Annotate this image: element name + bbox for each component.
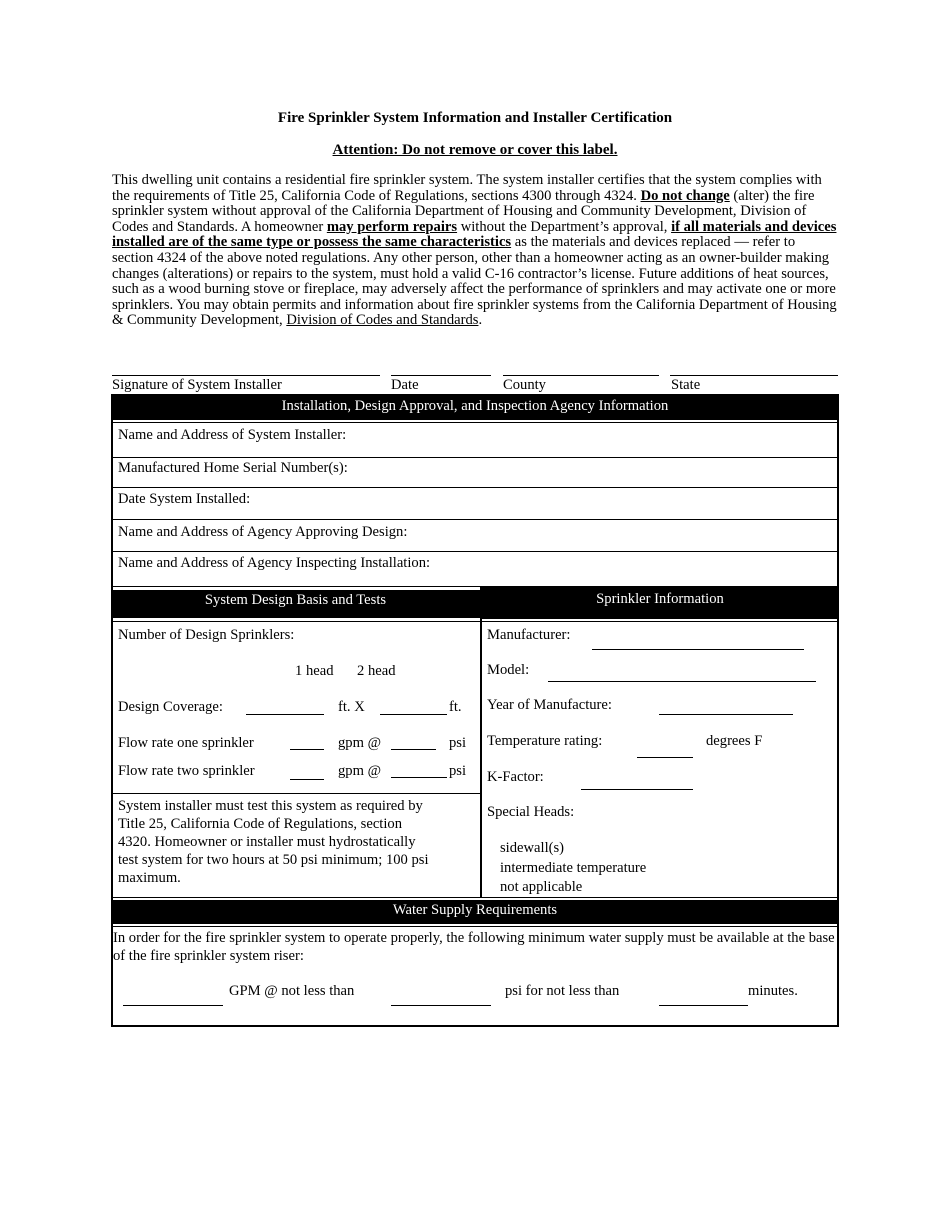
state-label: State — [671, 377, 701, 393]
pressure-line[interactable] — [391, 1005, 491, 1006]
flow-two-label: Flow rate two sprinkler — [118, 763, 255, 779]
psi-for-label: psi for not less than — [505, 983, 620, 999]
signature-line[interactable] — [112, 375, 380, 376]
degrees-label: degrees F — [706, 733, 763, 749]
psi-label: psi — [449, 735, 467, 751]
model-label: Model: — [487, 662, 530, 678]
date-line[interactable] — [391, 375, 491, 376]
water-section-header: Water Supply Requirements — [111, 900, 839, 924]
paragraph-text-1: This dwelling unit contains a residential fire sprinkler system. The system installer certifies that the system complies with the requirements of Title 25, California Code of Regulations, sections 4300 through 4324. — [112, 172, 822, 204]
design-section-header: System Design Basis and Tests — [111, 590, 480, 618]
divider — [111, 422, 839, 423]
divider — [111, 897, 839, 898]
minutes-label: minutes. — [748, 983, 798, 999]
not-applicable-option[interactable]: not applicable — [500, 879, 583, 895]
flow-one-label: Flow rate one sprinkler — [118, 735, 254, 751]
intermediate-temperature-option[interactable]: intermediate temperature — [500, 860, 647, 876]
gpm-line[interactable] — [123, 1005, 223, 1006]
divider — [111, 621, 839, 622]
flow-one-gpm-line[interactable] — [290, 749, 324, 750]
attention-notice: Attention: Do not remove or cover this label. — [332, 142, 618, 158]
divider — [111, 487, 839, 488]
divider — [111, 926, 839, 927]
signature-label: Signature of System Installer — [112, 377, 282, 393]
divider — [111, 793, 480, 794]
gpm-at-label: gpm @ — [338, 763, 382, 779]
agency-section-header: Installation, Design Approval, and Inspection Agency Information — [111, 394, 839, 420]
divider — [111, 457, 839, 458]
gpm-label: GPM @ not less than — [229, 983, 355, 999]
state-line[interactable] — [670, 375, 838, 376]
paragraph-bold-do-not-change: Do not change — [640, 187, 730, 204]
kfactor-line[interactable] — [581, 789, 693, 790]
paragraph-underlined-division: Division of Codes and Standards — [286, 312, 479, 329]
paragraph-bold-repairs: may perform repairs — [326, 218, 458, 235]
temperature-label: Temperature rating: — [487, 733, 603, 749]
column-divider — [480, 587, 482, 898]
ft-label: ft. — [449, 699, 462, 715]
kfactor-label: K-Factor: — [487, 769, 544, 785]
divider — [111, 519, 839, 520]
paragraph-text-4: as the materials and devices replaced — refer to section 4324 of the above noted regulations. Any other person, other than a homeowner acting as an owner-builder making changes (alterations) or repairs to the system, must hold a valid C-16 contractor’s license. Future additions of heat sources, such as a wood burning stove or fireplace, may adversely affect the performance of sprinklers and may activate one or more sprinklers. You may obtain permits and information about fire sprinkler systems from the California Department of Housing & Community Development, — [112, 234, 837, 329]
date-label: Date — [391, 377, 419, 393]
psi-label: psi — [449, 763, 467, 779]
document-title: Fire Sprinkler System Information and Installer Certification — [277, 110, 673, 126]
water-supply-text: In order for the fire sprinkler system to operate properly, the following minimum water supply must be available at the base of the fire sprinkler system riser: — [113, 930, 835, 964]
county-line[interactable] — [503, 375, 659, 376]
sprinkler-section-header: Sprinkler Information — [481, 587, 839, 619]
approving-agency-field[interactable]: Name and Address of Agency Approving Design: — [118, 524, 408, 540]
two-head-option[interactable]: 2 head — [357, 663, 396, 679]
model-line[interactable] — [548, 681, 816, 682]
gpm-at-label: gpm @ — [338, 735, 382, 751]
serial-number-field[interactable]: Manufactured Home Serial Number(s): — [118, 460, 348, 476]
test-requirement-note: System installer must test this system as required by Title 25, California Code of Regulations, section 4320. Homeowner or installer must hydrostatically test system for two hours at 50 psi minimum; 100 psi maximum. — [118, 798, 429, 886]
paragraph-text-5: . — [478, 312, 483, 329]
manufacturer-line[interactable] — [592, 649, 804, 650]
one-head-option[interactable]: 1 head — [295, 663, 334, 679]
coverage-length-line[interactable] — [246, 714, 324, 715]
date-installed-field[interactable]: Date System Installed: — [118, 491, 251, 507]
special-heads-label: Special Heads: — [487, 804, 575, 820]
sidewall-option[interactable]: sidewall(s) — [500, 840, 565, 856]
ft-x-label: ft. X — [338, 699, 365, 715]
installer-name-field[interactable]: Name and Address of System Installer: — [118, 427, 347, 443]
design-coverage-label: Design Coverage: — [118, 699, 223, 715]
paragraph-text-3: without the Department’s approval, — [457, 218, 672, 235]
county-label: County — [503, 377, 546, 393]
year-label: Year of Manufacture: — [487, 697, 612, 713]
inspecting-agency-field[interactable]: Name and Address of Agency Inspecting Installation: — [118, 555, 431, 571]
certification-paragraph — [112, 173, 840, 329]
divider — [111, 551, 839, 552]
flow-one-psi-line[interactable] — [391, 749, 436, 750]
paragraph-text-2: (alter) the fire sprinkler system without approval of the California Department of Housing and Community Development, Division of Codes and Standards. A homeowner — [112, 187, 815, 235]
design-sprinklers-label: Number of Design Sprinklers: — [118, 627, 295, 643]
paragraph-bold-materials: if all materials and devices installed are of the same type or possess the same characteristics — [112, 218, 837, 251]
flow-two-gpm-line[interactable] — [290, 779, 324, 780]
flow-two-psi-line[interactable] — [391, 777, 447, 778]
coverage-width-line[interactable] — [380, 714, 447, 715]
minutes-line[interactable] — [659, 1005, 748, 1006]
temperature-line[interactable] — [637, 757, 693, 758]
manufacturer-label: Manufacturer: — [487, 627, 571, 643]
year-line[interactable] — [659, 714, 793, 715]
